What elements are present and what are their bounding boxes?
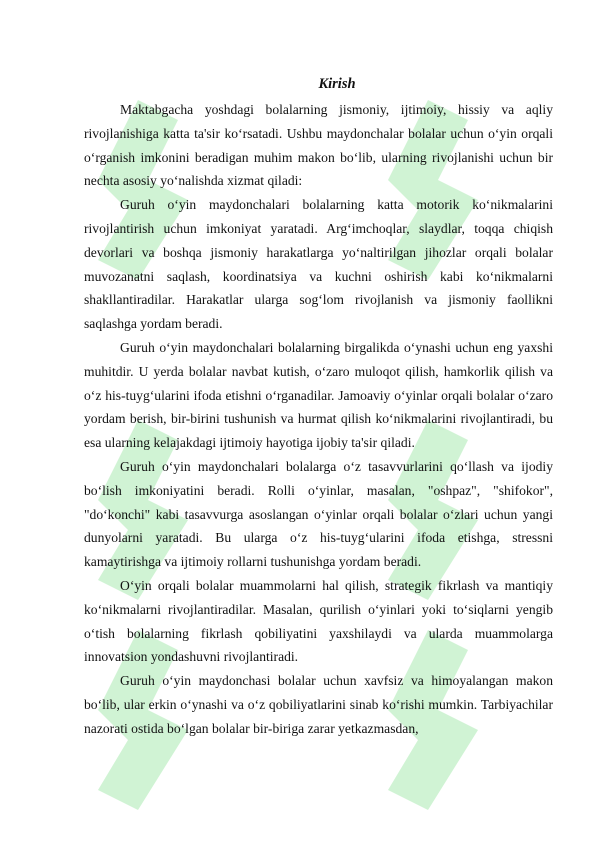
body-text <box>84 98 553 741</box>
paragraph: Maktabgacha yoshdagi bolalarning jismoniy, ijtimoiy, hissiy va aqliy rivojlanishiga katta ta'sir ko‘rsatadi. Ushbu maydonchalar bolalar uchun o‘yin orqali o‘rganish imkonini beradigan muhim makon bo‘lib, ularning rivojlanishi uchun bir nechta asosiy yo‘nalishda xizmat qiladi: <box>84 102 553 189</box>
paragraph: Guruh o‘yin maydonchalari bolalarning katta motorik ko‘nikmalarini rivojlantirish uchun imkoniyat yaratadi. Arg‘imchoqlar, slaydlar, toqqa chiqish devorlari va boshqa jismoniy harakatlarga yo‘naltirilgan jihozlar orqali bolalar muvozanatni saqlash, koordinatsiya va kuchni oshirish kabi ko‘nikmalarni shakllantiradilar. Harakatlar ularga sog‘lom rivojlanish va jismoniy faollikni saqlashga yordam beradi. <box>84 197 553 332</box>
paragraph: O‘yin orqali bolalar muammolarni hal qilish, strategik fikrlash va mantiqiy ko‘nikmalarni rivojlantiradilar. Masalan, qurilish o‘yinlari yoki to‘siqlarni yengib o‘tish bolalarning fikrlash qobiliyatini yaxshilaydi va ularda muammolarga innovatsion yondashuvni rivojlantiradi. <box>84 577 553 665</box>
paragraph: Guruh o‘yin maydonchasi bolalar uchun xavfsiz va himoyalangan makon bo‘lib, ular erkin o‘ynashi va o‘z qobiliyatlarini sinab ko‘rishi mumkin. Tarbiyachilar nazorati ostida bo‘lgan bolalar bir-biriga zarar yetkazmasdan, <box>84 673 553 736</box>
section-title: Kirish <box>318 76 356 92</box>
paragraph: Guruh o‘yin maydonchalari bolalarning birgalikda o‘ynashi uchun eng yaxshi muhitdir. U yerda bolalar navbat kutish, o‘zaro muloqot qilish, hamkorlik qilish va o‘z his-tuyg‘ularini ifoda etishni o‘rganadilar. Jamoaviy o‘yinlar orqali bolalar o‘zaro yordam berish, bir-birini tushunish va hurmat qilish ko‘nikmalarini rivojlantiradi, bu esa ularning kelajakdagi ijtimoiy hayotiga ijobiy ta'sir qiladi. <box>84 339 553 451</box>
paragraph: Guruh o‘yin maydonchalari bolalarga o‘z tasavvurlarini qo‘llash va ijodiy bo‘lish imkoniyatini beradi. Rolli o‘yinlar, masalan, "oshpaz", "shifokor", "do‘konchi" kabi tasavvurga asoslangan o‘yinlar orqali bolalar o‘zlari uchun yangi dunyolarni yaratadi. Bu ularga o‘z his-tuyg‘ularini ifoda etishga, stressni kamaytirishga va ijtimoiy rollarni tushunishga yordam beradi. <box>84 458 553 570</box>
